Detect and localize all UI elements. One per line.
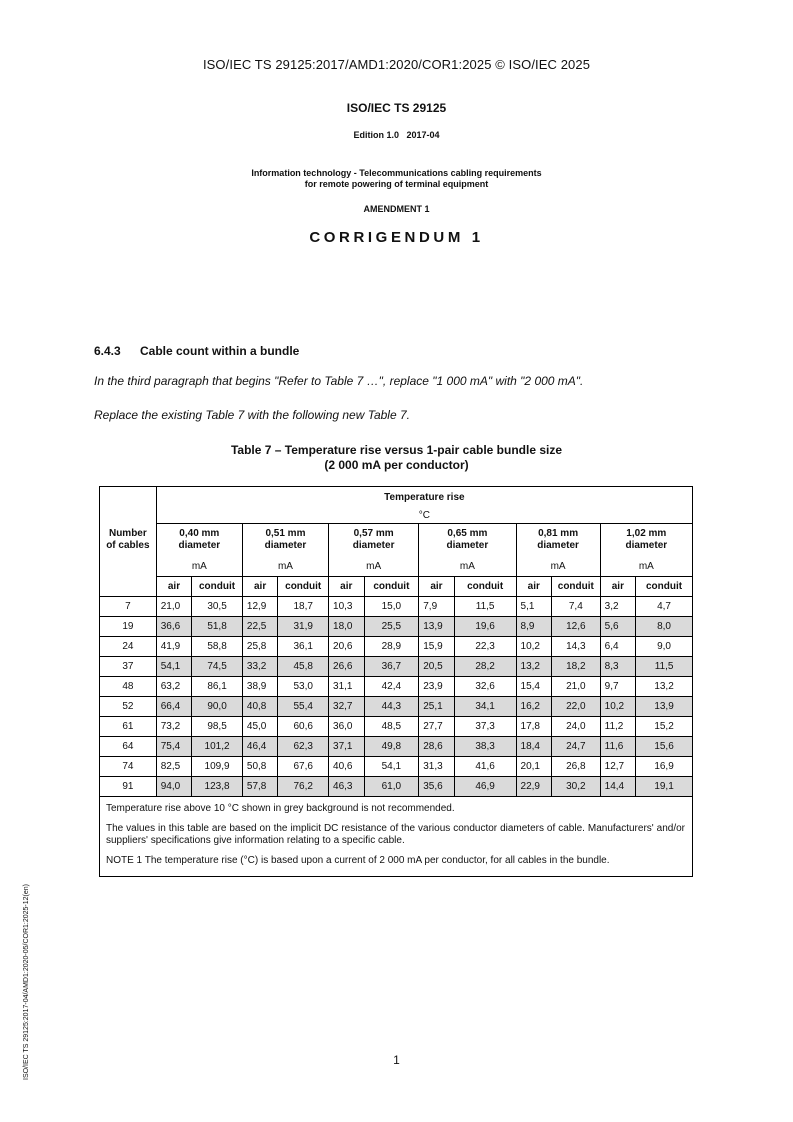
table-row — [100, 757, 693, 777]
conduit-value-cell: 53,0 — [278, 677, 329, 697]
conduit-value-cell: 34,1 — [454, 697, 516, 717]
cable-count-cell: 64 — [100, 737, 157, 757]
air-value-cell: 13,9 — [419, 617, 454, 637]
air-value-cell: 46,4 — [242, 737, 277, 757]
table-row — [100, 717, 693, 737]
conduit-value-cell: 13,9 — [636, 697, 693, 717]
document-title — [0, 168, 793, 190]
table-caption-line-2: (2 000 mA per conductor) — [324, 458, 469, 472]
air-value-cell: 66,4 — [156, 697, 191, 717]
air-value-cell: 11,2 — [600, 717, 635, 737]
conduit-value-cell: 30,5 — [192, 597, 243, 617]
air-value-cell: 32,7 — [329, 697, 364, 717]
header-unit-ma: mA — [156, 556, 242, 577]
air-value-cell: 18,4 — [516, 737, 551, 757]
conduit-value-cell: 67,6 — [278, 757, 329, 777]
air-value-cell: 7,9 — [419, 597, 454, 617]
air-value-cell: 8,3 — [600, 657, 635, 677]
conduit-value-cell: 46,9 — [454, 777, 516, 797]
conduit-value-cell: 28,2 — [454, 657, 516, 677]
header-diameter-1-02: 1,02 mm diameter — [600, 524, 692, 557]
cable-count-cell: 48 — [100, 677, 157, 697]
title-line-1: Information technology - Telecommunications cabling requirements — [251, 168, 542, 178]
cable-count-cell: 74 — [100, 757, 157, 777]
conduit-value-cell: 13,2 — [636, 677, 693, 697]
conduit-value-cell: 41,6 — [454, 757, 516, 777]
table-caption-line-1: Table 7 – Temperature rise versus 1-pair cable bundle size — [230, 443, 563, 457]
air-value-cell: 46,3 — [329, 777, 364, 797]
header-conduit: conduit — [278, 577, 329, 597]
conduit-value-cell: 19,1 — [636, 777, 693, 797]
header-diameter-0-65: 0,65 mm diameter — [419, 524, 516, 557]
cable-count-cell: 61 — [100, 717, 157, 737]
note-values-basis: The values in this table are based on the implicit DC resistance of the various conductor diameters of cable. Manufacturers' and/or suppliers' specifications give information relating to a specific cable. — [106, 823, 685, 846]
conduit-value-cell: 60,6 — [278, 717, 329, 737]
conduit-value-cell: 36,1 — [278, 637, 329, 657]
air-value-cell: 94,0 — [156, 777, 191, 797]
conduit-value-cell: 21,0 — [552, 677, 601, 697]
note-1: NOTE 1 The temperature rise (°C) is based upon a current of 2 000 mA per conductor, for all cables in the bundle. — [106, 855, 610, 866]
conduit-value-cell: 44,3 — [364, 697, 419, 717]
air-value-cell: 11,6 — [600, 737, 635, 757]
table-row — [100, 777, 693, 797]
header-air: air — [516, 577, 551, 597]
table-row — [100, 637, 693, 657]
conduit-value-cell: 62,3 — [278, 737, 329, 757]
conduit-value-cell: 11,5 — [454, 597, 516, 617]
air-value-cell: 28,6 — [419, 737, 454, 757]
conduit-value-cell: 49,8 — [364, 737, 419, 757]
air-value-cell: 25,8 — [242, 637, 277, 657]
air-value-cell: 31,1 — [329, 677, 364, 697]
conduit-value-cell: 24,0 — [552, 717, 601, 737]
air-value-cell: 10,2 — [600, 697, 635, 717]
conduit-value-cell: 24,7 — [552, 737, 601, 757]
air-value-cell: 37,1 — [329, 737, 364, 757]
conduit-value-cell: 26,8 — [552, 757, 601, 777]
header-conduit: conduit — [364, 577, 419, 597]
air-value-cell: 27,7 — [419, 717, 454, 737]
header-unit-ma: mA — [600, 556, 692, 577]
header-unit-ma: mA — [329, 556, 419, 577]
cable-count-cell: 52 — [100, 697, 157, 717]
conduit-value-cell: 15,0 — [364, 597, 419, 617]
conduit-value-cell: 58,8 — [192, 637, 243, 657]
air-value-cell: 18,0 — [329, 617, 364, 637]
header-conduit: conduit — [552, 577, 601, 597]
air-value-cell: 23,9 — [419, 677, 454, 697]
conduit-value-cell: 32,6 — [454, 677, 516, 697]
air-value-cell: 35,6 — [419, 777, 454, 797]
conduit-value-cell: 25,5 — [364, 617, 419, 637]
title-line-2: for remote powering of terminal equipment — [304, 179, 489, 189]
header-conduit: conduit — [636, 577, 693, 597]
table-row — [100, 697, 693, 717]
conduit-value-cell: 7,4 — [552, 597, 601, 617]
conduit-value-cell: 11,5 — [636, 657, 693, 677]
edition: Edition 1.0 2017-04 — [353, 130, 440, 140]
conduit-value-cell: 55,4 — [278, 697, 329, 717]
air-value-cell: 54,1 — [156, 657, 191, 677]
air-value-cell: 36,0 — [329, 717, 364, 737]
header-diameter-0-51: 0,51 mm diameter — [242, 524, 328, 557]
air-value-cell: 20,5 — [419, 657, 454, 677]
conduit-value-cell: 19,6 — [454, 617, 516, 637]
table-row — [100, 737, 693, 757]
air-value-cell: 10,3 — [329, 597, 364, 617]
air-value-cell: 26,6 — [329, 657, 364, 677]
standard-number: ISO/IEC TS 29125 — [346, 101, 447, 115]
conduit-value-cell: 18,2 — [552, 657, 601, 677]
instruction-2: Replace the existing Table 7 with the following new Table 7. — [94, 408, 410, 422]
header-diameter-0-57: 0,57 mm diameter — [329, 524, 419, 557]
air-value-cell: 8,9 — [516, 617, 551, 637]
air-value-cell: 13,2 — [516, 657, 551, 677]
conduit-value-cell: 14,3 — [552, 637, 601, 657]
conduit-value-cell: 51,8 — [192, 617, 243, 637]
air-value-cell: 57,8 — [242, 777, 277, 797]
air-value-cell: 5,6 — [600, 617, 635, 637]
cable-count-cell: 19 — [100, 617, 157, 637]
air-value-cell: 25,1 — [419, 697, 454, 717]
air-value-cell: 20,6 — [329, 637, 364, 657]
air-value-cell: 17,8 — [516, 717, 551, 737]
conduit-value-cell: 45,8 — [278, 657, 329, 677]
air-value-cell: 20,1 — [516, 757, 551, 777]
instruction-1: In the third paragraph that begins "Refer to Table 7 …", replace "1 000 mA" with "2 000 mA". — [94, 374, 584, 388]
conduit-value-cell: 86,1 — [192, 677, 243, 697]
conduit-value-cell: 74,5 — [192, 657, 243, 677]
header-air: air — [156, 577, 191, 597]
conduit-value-cell: 54,1 — [364, 757, 419, 777]
side-reference: ISO/IEC TS 29125:2017-04/AMD1:2020-05/COR1:2025-12(en) — [23, 884, 30, 1080]
header-air: air — [329, 577, 364, 597]
conduit-value-cell: 15,6 — [636, 737, 693, 757]
header-unit-ma: mA — [419, 556, 516, 577]
air-value-cell: 21,0 — [156, 597, 191, 617]
conduit-value-cell: 18,7 — [278, 597, 329, 617]
table-body — [100, 597, 693, 797]
air-value-cell: 63,2 — [156, 677, 191, 697]
air-value-cell: 31,3 — [419, 757, 454, 777]
cable-count-cell: 7 — [100, 597, 157, 617]
air-value-cell: 5,1 — [516, 597, 551, 617]
conduit-value-cell: 12,6 — [552, 617, 601, 637]
air-value-cell: 6,4 — [600, 637, 635, 657]
conduit-value-cell: 9,0 — [636, 637, 693, 657]
air-value-cell: 41,9 — [156, 637, 191, 657]
air-value-cell: 15,4 — [516, 677, 551, 697]
conduit-value-cell: 90,0 — [192, 697, 243, 717]
cable-count-cell: 24 — [100, 637, 157, 657]
header-diameter-0-81: 0,81 mm diameter — [516, 524, 600, 557]
section-heading — [94, 344, 299, 358]
conduit-value-cell: 36,7 — [364, 657, 419, 677]
corner-cell — [100, 487, 157, 509]
conduit-value-cell: 22,0 — [552, 697, 601, 717]
air-value-cell: 40,6 — [329, 757, 364, 777]
header-unit-ma: mA — [242, 556, 328, 577]
amendment-label: AMENDMENT 1 — [363, 204, 430, 214]
conduit-value-cell: 8,0 — [636, 617, 693, 637]
table-row — [100, 677, 693, 697]
header-air: air — [242, 577, 277, 597]
table-caption — [0, 443, 793, 473]
header-unit: °C — [156, 508, 692, 524]
conduit-value-cell: 76,2 — [278, 777, 329, 797]
air-value-cell: 82,5 — [156, 757, 191, 777]
conduit-value-cell: 22,3 — [454, 637, 516, 657]
section-title: Cable count within a bundle — [140, 344, 300, 358]
table-notes — [100, 797, 693, 877]
air-value-cell: 36,6 — [156, 617, 191, 637]
air-value-cell: 16,2 — [516, 697, 551, 717]
air-value-cell: 38,9 — [242, 677, 277, 697]
air-value-cell: 14,4 — [600, 777, 635, 797]
header-conduit: conduit — [454, 577, 516, 597]
cable-count-cell: 37 — [100, 657, 157, 677]
conduit-value-cell: 101,2 — [192, 737, 243, 757]
air-value-cell: 15,9 — [419, 637, 454, 657]
conduit-value-cell: 42,4 — [364, 677, 419, 697]
conduit-value-cell: 4,7 — [636, 597, 693, 617]
air-value-cell: 9,7 — [600, 677, 635, 697]
air-value-cell: 12,7 — [600, 757, 635, 777]
section-number: 6.4.3 — [94, 344, 121, 358]
header-air: air — [419, 577, 454, 597]
conduit-value-cell: 28,9 — [364, 637, 419, 657]
conduit-value-cell: 38,3 — [454, 737, 516, 757]
table-row — [100, 617, 693, 637]
conduit-value-cell: 98,5 — [192, 717, 243, 737]
conduit-value-cell: 37,3 — [454, 717, 516, 737]
header-conduit: conduit — [192, 577, 243, 597]
header-diameter-0-40: 0,40 mm diameter — [156, 524, 242, 557]
conduit-value-cell: 61,0 — [364, 777, 419, 797]
header-reference: ISO/IEC TS 29125:2017/AMD1:2020/COR1:2025 © ISO/IEC 2025 — [202, 57, 591, 72]
conduit-value-cell: 48,5 — [364, 717, 419, 737]
header-number-of-cables: Number of cables — [100, 524, 157, 557]
conduit-value-cell: 16,9 — [636, 757, 693, 777]
air-value-cell: 22,9 — [516, 777, 551, 797]
header-unit-ma: mA — [516, 556, 600, 577]
air-value-cell: 45,0 — [242, 717, 277, 737]
conduit-value-cell: 30,2 — [552, 777, 601, 797]
note-grey-background: Temperature rise above 10 °C shown in grey background is not recommended. — [106, 803, 455, 814]
conduit-value-cell: 123,8 — [192, 777, 243, 797]
air-value-cell: 40,8 — [242, 697, 277, 717]
cable-count-cell: 91 — [100, 777, 157, 797]
air-value-cell: 50,8 — [242, 757, 277, 777]
table-row — [100, 657, 693, 677]
conduit-value-cell: 31,9 — [278, 617, 329, 637]
conduit-value-cell: 109,9 — [192, 757, 243, 777]
header-air: air — [600, 577, 635, 597]
temperature-rise-table — [99, 486, 693, 877]
air-value-cell: 10,2 — [516, 637, 551, 657]
header-temperature-rise: Temperature rise — [156, 487, 692, 509]
conduit-value-cell: 15,2 — [636, 717, 693, 737]
table-row — [100, 597, 693, 617]
air-value-cell: 22,5 — [242, 617, 277, 637]
air-value-cell: 33,2 — [242, 657, 277, 677]
air-value-cell: 12,9 — [242, 597, 277, 617]
air-value-cell: 3,2 — [600, 597, 635, 617]
air-value-cell: 73,2 — [156, 717, 191, 737]
page-number: 1 — [393, 1053, 400, 1067]
corrigendum-label: CORRIGENDUM 1 — [309, 229, 484, 246]
air-value-cell: 75,4 — [156, 737, 191, 757]
